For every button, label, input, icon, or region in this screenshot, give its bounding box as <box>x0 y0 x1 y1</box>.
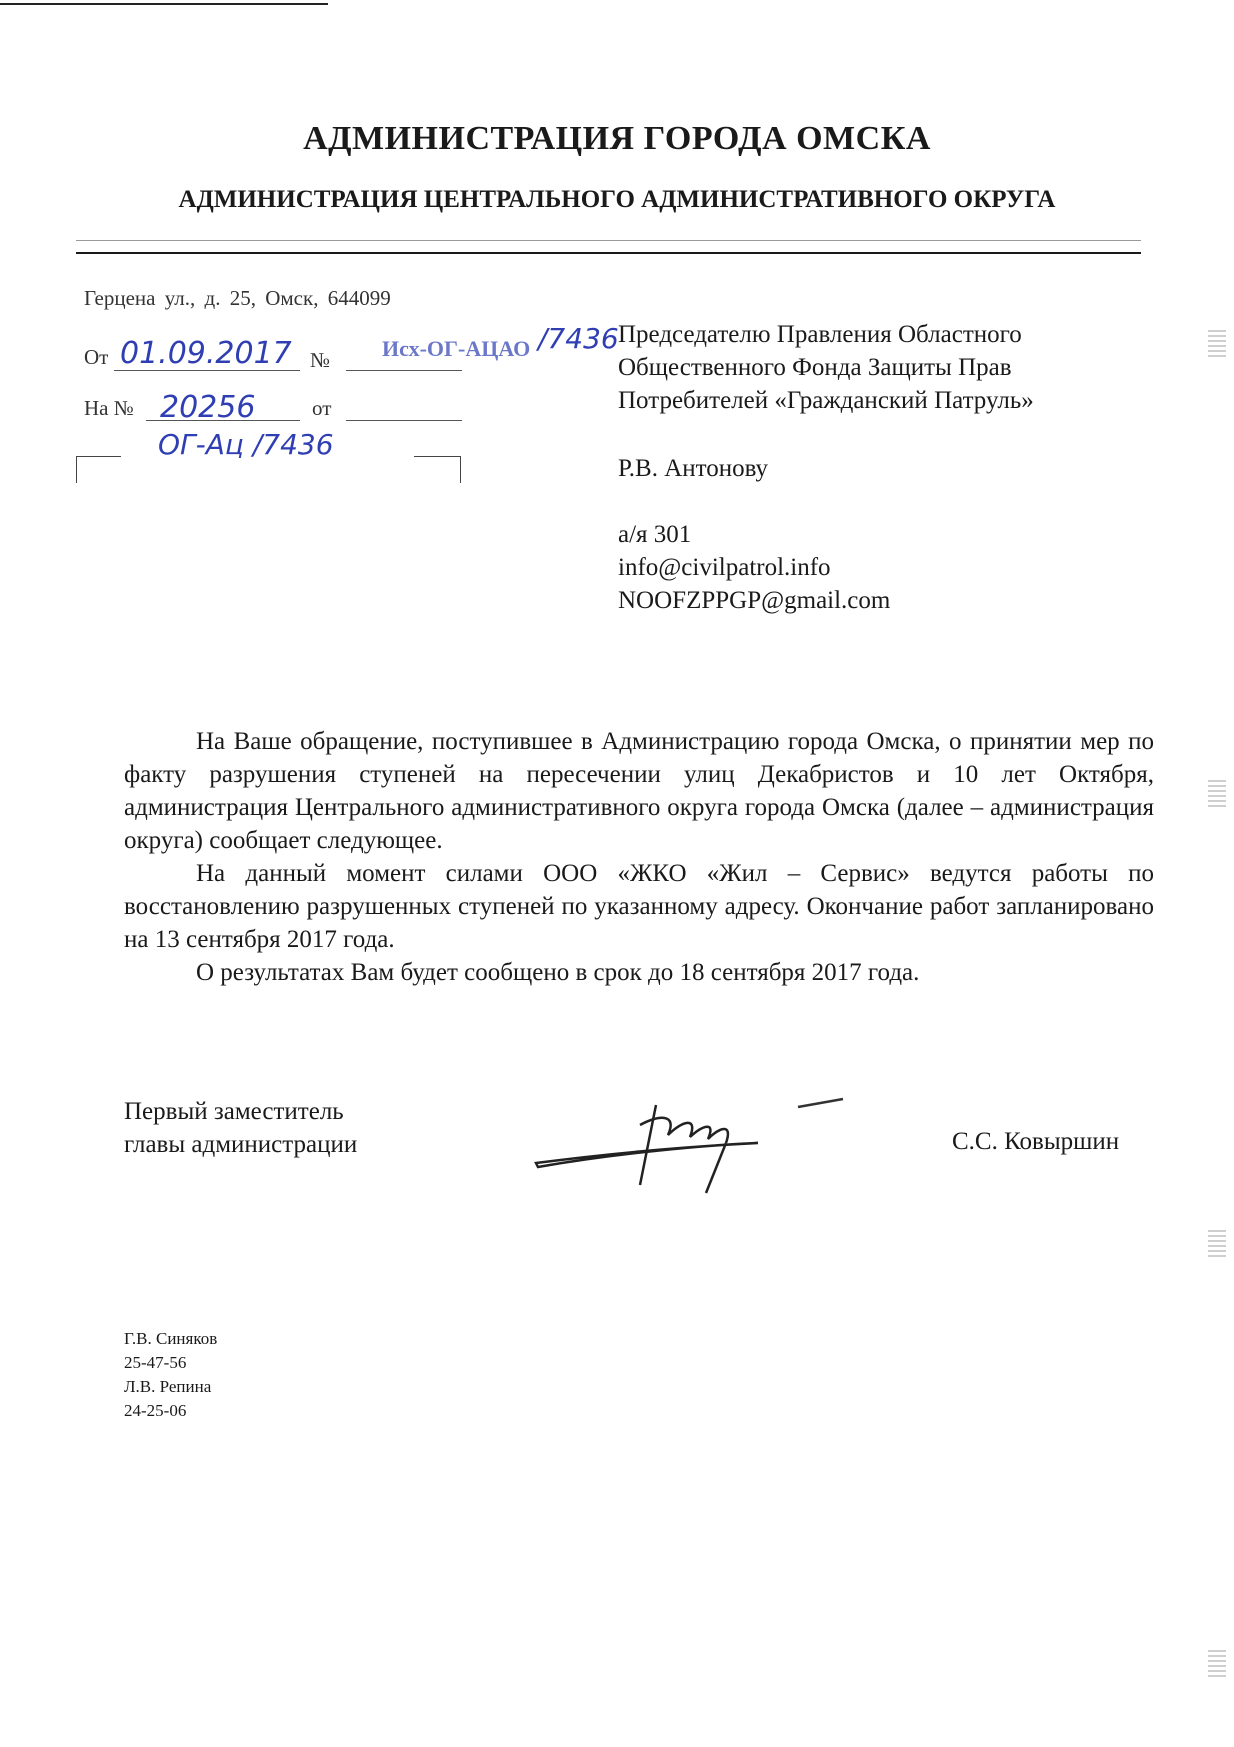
executor-2-phone: 24-25-06 <box>124 1401 187 1420</box>
executor-2-name: Л.В. Репина <box>124 1377 212 1396</box>
ref-number-label: На № <box>84 396 134 420</box>
ref-number-handwritten: 20256 <box>160 390 256 425</box>
number-label: № <box>310 348 331 372</box>
scan-edge-marks <box>1208 1230 1226 1260</box>
recipient-line-2: Общественного Фонда Защиты Прав <box>618 354 1012 381</box>
executor-1-phone: 25-47-56 <box>124 1353 187 1372</box>
executors-block <box>124 1327 217 1423</box>
scan-edge-marks <box>1208 780 1226 810</box>
bracket-left <box>76 456 121 483</box>
recipient-block <box>618 318 1034 417</box>
recipient-line-1: Председателю Правления Областного <box>618 321 1022 348</box>
letterhead-rule-thin <box>76 240 1141 241</box>
letterhead-rule-thick <box>76 252 1141 254</box>
number-line <box>346 370 462 371</box>
bracket-right <box>414 456 461 483</box>
signatory-position-line-2: главы администрации <box>124 1131 358 1158</box>
outgoing-number-handwritten: /7436 <box>538 322 619 355</box>
signatory-position <box>124 1095 357 1161</box>
signatory-name: С.С. Ковыршин <box>952 1128 1120 1155</box>
signatory-position-line-1: Первый заместитель <box>124 1098 344 1125</box>
letterhead-title: АДМИНИСТРАЦИЯ ГОРОДА ОМСКА <box>303 120 931 157</box>
body-paragraph-2: На данный момент силами ООО «ЖКО «Жил – Сервис» ведутся работы по восстановлению разрушенных ступеней по указанному адресу. Окончание работ запланировано на 13 сентября 2017 года. <box>124 860 1154 953</box>
scan-corner-line <box>0 3 328 5</box>
recipient-po-box: а/я 301 <box>618 521 692 548</box>
ref-date-label: от <box>312 396 332 420</box>
recipient-name: Р.В. Антонову <box>618 455 769 482</box>
outgoing-number-stamp: Исх-ОГ-АЦАО <box>382 336 531 361</box>
recipient-contacts <box>618 518 890 617</box>
scan-edge-marks <box>1208 1650 1226 1680</box>
sender-address: Герцена ул., д. 25, Омск, 644099 <box>84 286 391 310</box>
ref-note-handwritten: ОГ-Ац /7436 <box>158 428 334 461</box>
ref-date-line <box>346 420 462 421</box>
recipient-email-2: NOOFZPPGP@gmail.com <box>618 587 891 614</box>
executor-1-name: Г.В. Синяков <box>124 1329 218 1348</box>
body-paragraph-3: О результатах Вам будет сообщено в срок до 18 сентября 2017 года. <box>196 959 920 986</box>
recipient-line-3: Потребителей «Гражданский Патруль» <box>618 387 1034 414</box>
scan-edge-marks <box>1208 330 1226 360</box>
from-date-handwritten: 01.09.2017 <box>120 336 292 371</box>
recipient-email-1: info@civilpatrol.info <box>618 554 831 581</box>
from-label: От <box>84 345 109 369</box>
letter-body <box>124 725 1154 989</box>
letterhead-subtitle: АДМИНИСТРАЦИЯ ЦЕНТРАЛЬНОГО АДМИНИСТРАТИВНОГО ОКРУГА <box>178 186 1056 213</box>
body-paragraph-1: На Ваше обращение, поступившее в Администрацию города Омска, о принятии мер по факту разрушения ступеней на пересечении улиц Декабристов и 10 лет Октября, администрация Центрального административного округа города Омска (далее – администрация округа) сообщает следующее. <box>124 728 1154 854</box>
handwritten-signature <box>528 1085 848 1205</box>
